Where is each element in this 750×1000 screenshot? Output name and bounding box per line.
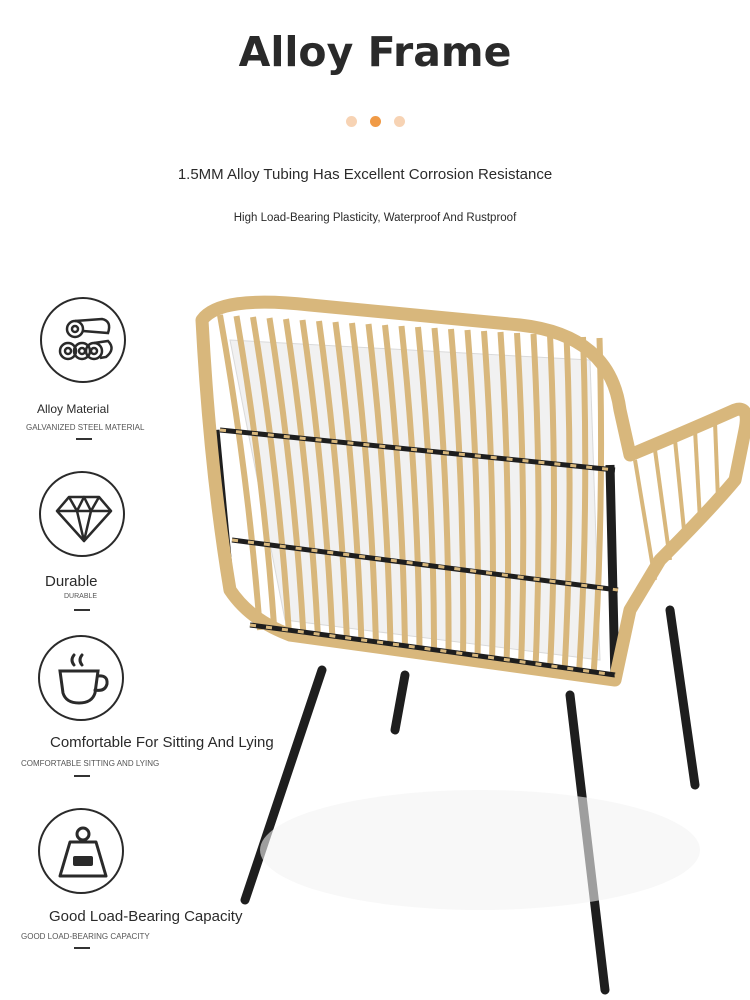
feature-sublabel: COMFORTABLE SITTING AND LYING bbox=[21, 759, 160, 768]
carousel-dot-active[interactable] bbox=[370, 116, 381, 127]
feature-label: Alloy Material bbox=[37, 402, 110, 416]
feature-sublabel: GALVANIZED STEEL MATERIAL bbox=[26, 423, 145, 432]
carousel-dot[interactable] bbox=[394, 116, 405, 127]
carousel-dot[interactable] bbox=[346, 116, 357, 127]
feature-sublabel: GOOD LOAD-BEARING CAPACITY bbox=[21, 932, 150, 941]
feature-label: Comfortable For Sitting And Lying bbox=[50, 734, 274, 751]
feature-label: Durable bbox=[45, 573, 98, 590]
divider bbox=[74, 609, 90, 611]
description: High Load-Bearing Plasticity, Waterproof And Rustproof bbox=[233, 212, 517, 224]
cup-icon bbox=[38, 635, 124, 721]
weight-icon bbox=[38, 808, 124, 894]
page-title: Alloy Frame bbox=[238, 28, 512, 76]
carousel-dots bbox=[0, 116, 750, 127]
tubes-icon bbox=[40, 297, 126, 383]
divider bbox=[74, 947, 90, 949]
feature-label: Good Load-Bearing Capacity bbox=[49, 908, 243, 925]
feature-sublabel: DURABLE bbox=[64, 593, 98, 600]
diamond-icon bbox=[39, 471, 125, 557]
rattan-chair-image bbox=[190, 290, 750, 1000]
divider bbox=[76, 438, 92, 440]
subtitle: 1.5MM Alloy Tubing Has Excellent Corrosion Resistance bbox=[177, 166, 553, 183]
divider bbox=[74, 775, 90, 777]
